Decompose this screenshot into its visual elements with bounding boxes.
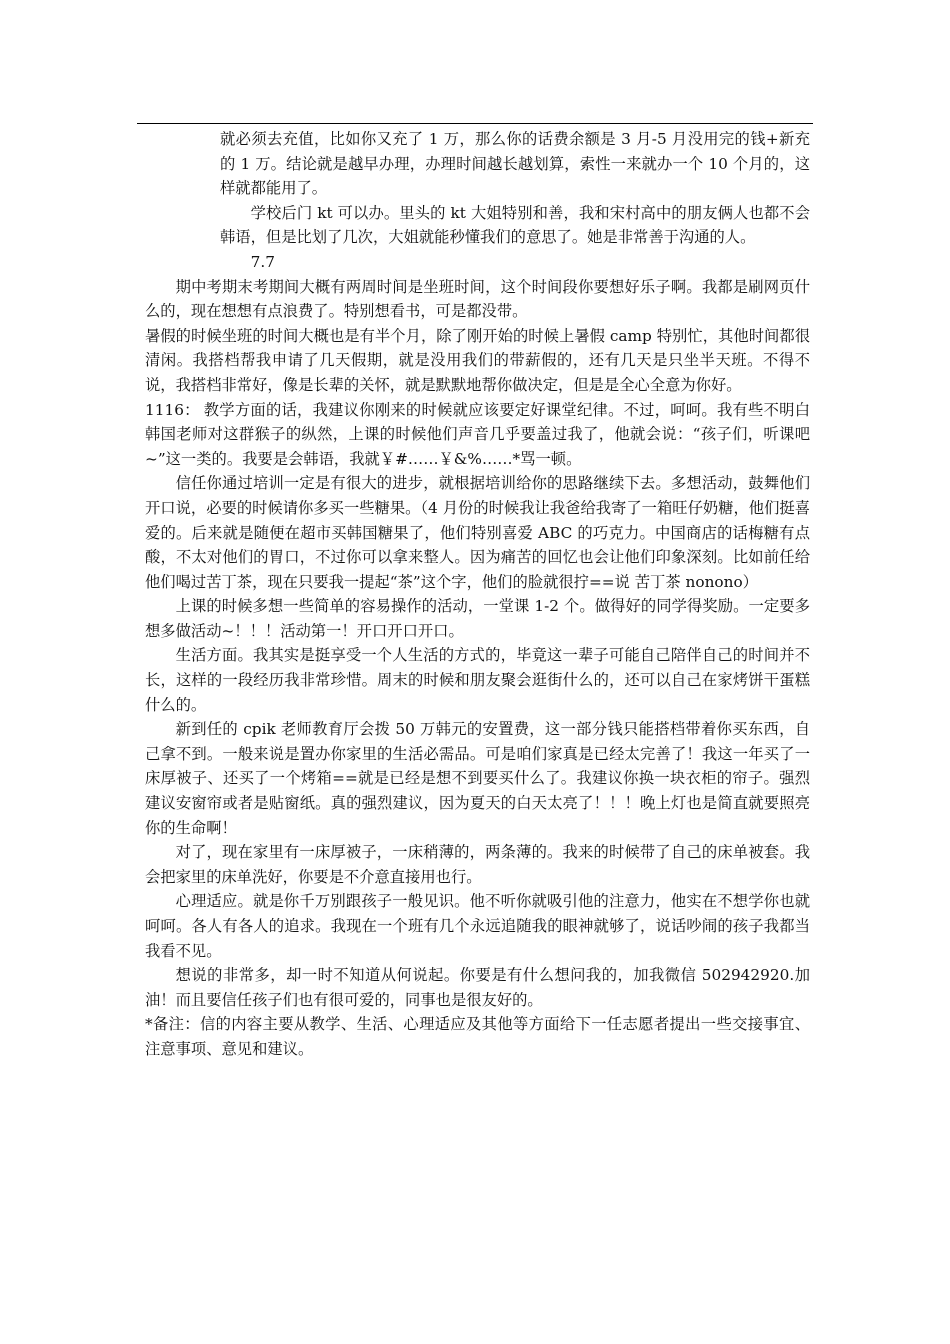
paragraph-bedding: 对了，现在家里有一床厚被子，一床稍薄的，两条薄的。我来的时候带了自己的床单被套。我会把家里的床单洗好，你要是不介意直接用也行。: [145, 843, 810, 886]
paragraph-closing: 想说的非常多，却一时不知道从何说起。你要是有什么想问我的，加我微信 502942920.加油！而且要信任孩子们也有很可爱的，同事也是很友好的。: [145, 966, 810, 1009]
header-rule: [137, 123, 813, 124]
paragraph-kt-store: 学校后门 kt 可以办。里头的 kt 大姐特别和善，我和宋村高中的朋友俩人也都不会韩语，但是比划了几次，大姐就能秒懂我们的意思了。她是非常善于沟通的人。: [220, 203, 810, 247]
paragraph-life: 生活方面。我其实是挺享受一个人生活的方式的，毕竟这一辈子可能自己陪伴自己的时间并不长，这样的一段经历我非常珍惜。周末的时候和朋友聚会逛街什么的，还可以自己在家烤饼干蛋糕什么的。: [145, 646, 810, 714]
paragraph-psychology: 心理适应。就是你千万别跟孩子一般见识。他不听你就吸引他的注意力，他实在不想学你也就呵呵。各人有各人的追求。我现在一个班有几个永远追随我的眼神就够了，说话吵闹的孩子我都当我看不见。: [145, 892, 810, 960]
paragraph-activities: 上课的时候多想一些简单的容易操作的活动，一堂课 1-2 个。做得好的同学得奖励。一定要多想多做活动~！！！活动第一！开口开口开口。: [145, 597, 810, 640]
paragraph-teaching: [145, 398, 810, 472]
paragraph-summer-duty: 暑假的时候坐班的时间大概也是有半个月，除了刚开始的时候上暑假 camp 特别忙，其他时间都很清闲。我搭档帮我申请了几天假期，就是没用我们的带薪假的，还有几天是只坐半天班。不得不说，我搭档非常好，像是长辈的关怀，就是默默地帮你做决定，但是是全心全意为你好。: [145, 326, 810, 394]
paragraph-exam-duty: 期中考期末考期间大概有两周时间是坐班时间，这个时间段你要想好乐子啊。我都是刷网页什么的，现在想想有点浪费了。特别想看书，可是都没带。: [145, 277, 810, 321]
paragraph-settlement-fee: 新到任的 cpik 老师教育厅会拨 50 万韩元的安置费，这一部分钱只能搭档带着你买东西，自己拿不到。一般来说是置办你家里的生活必需品。可是咱们家真是已经太完善了！我这一年买了一床厚被子、还买了一个烤箱==就是已经是想不到要买什么了。我建议你换一块衣柜的帘子。强烈建议安窗帘或者是贴窗纸。真的强烈建议，因为夏天的白天太亮了！！！晚上灯也是简直就要照亮你的生命啊！: [145, 720, 810, 837]
paragraph-recharge: 就必须去充值，比如你又充了 1 万，那么你的话费余额是 3 月-5 月没用完的钱+新充的 1 万。结论就是越早办理，办理时间越长越划算，索性一来就办一个 10 个月的，这样就都能用了。: [220, 130, 810, 198]
paragraph-candy: 信任你通过培训一定是有很大的进步，就根据培训给你的思路继续下去。多想活动，鼓舞他们开口说，必要的时候请你多买一些糖果。（4 月份的时候我让我爸给我寄了一箱旺仔奶糖，他们挺喜爱的。后来就是随便在超市买韩国糖果了，他们特别喜爱 ABC 的巧克力。中国商店的话梅糖有点酸，不太对他们的胃口，不过你可以拿来整人。因为痛苦的回忆也会让他们印象深刻。比如前任给他们喝过苦丁茶，现在只要我一提起“茶”这个字，他们的脸就很拧==说 苦丁茶 nonono）: [145, 474, 810, 591]
entry-label: 1116：: [145, 400, 200, 419]
document-body: [145, 127, 810, 1062]
paragraph-teaching-text: 教学方面的话，我建议你刚来的时候就应该要定好课堂纪律。不过，呵呵。我有些不明白韩国老师对这群猴子的纵然，上课的时候他们声音几乎要盖过我了，他就会说：“孩子们，听课吧~”这一类的。我要是会韩语，我就￥#……￥&%……*骂一顿。: [145, 400, 810, 468]
date-heading: 7.7: [250, 252, 275, 271]
footnote: *备注：信的内容主要从教学、生活、心理适应及其他等方面给下一任志愿者提出一些交接事宜、注意事项、意见和建议。: [145, 1015, 810, 1058]
